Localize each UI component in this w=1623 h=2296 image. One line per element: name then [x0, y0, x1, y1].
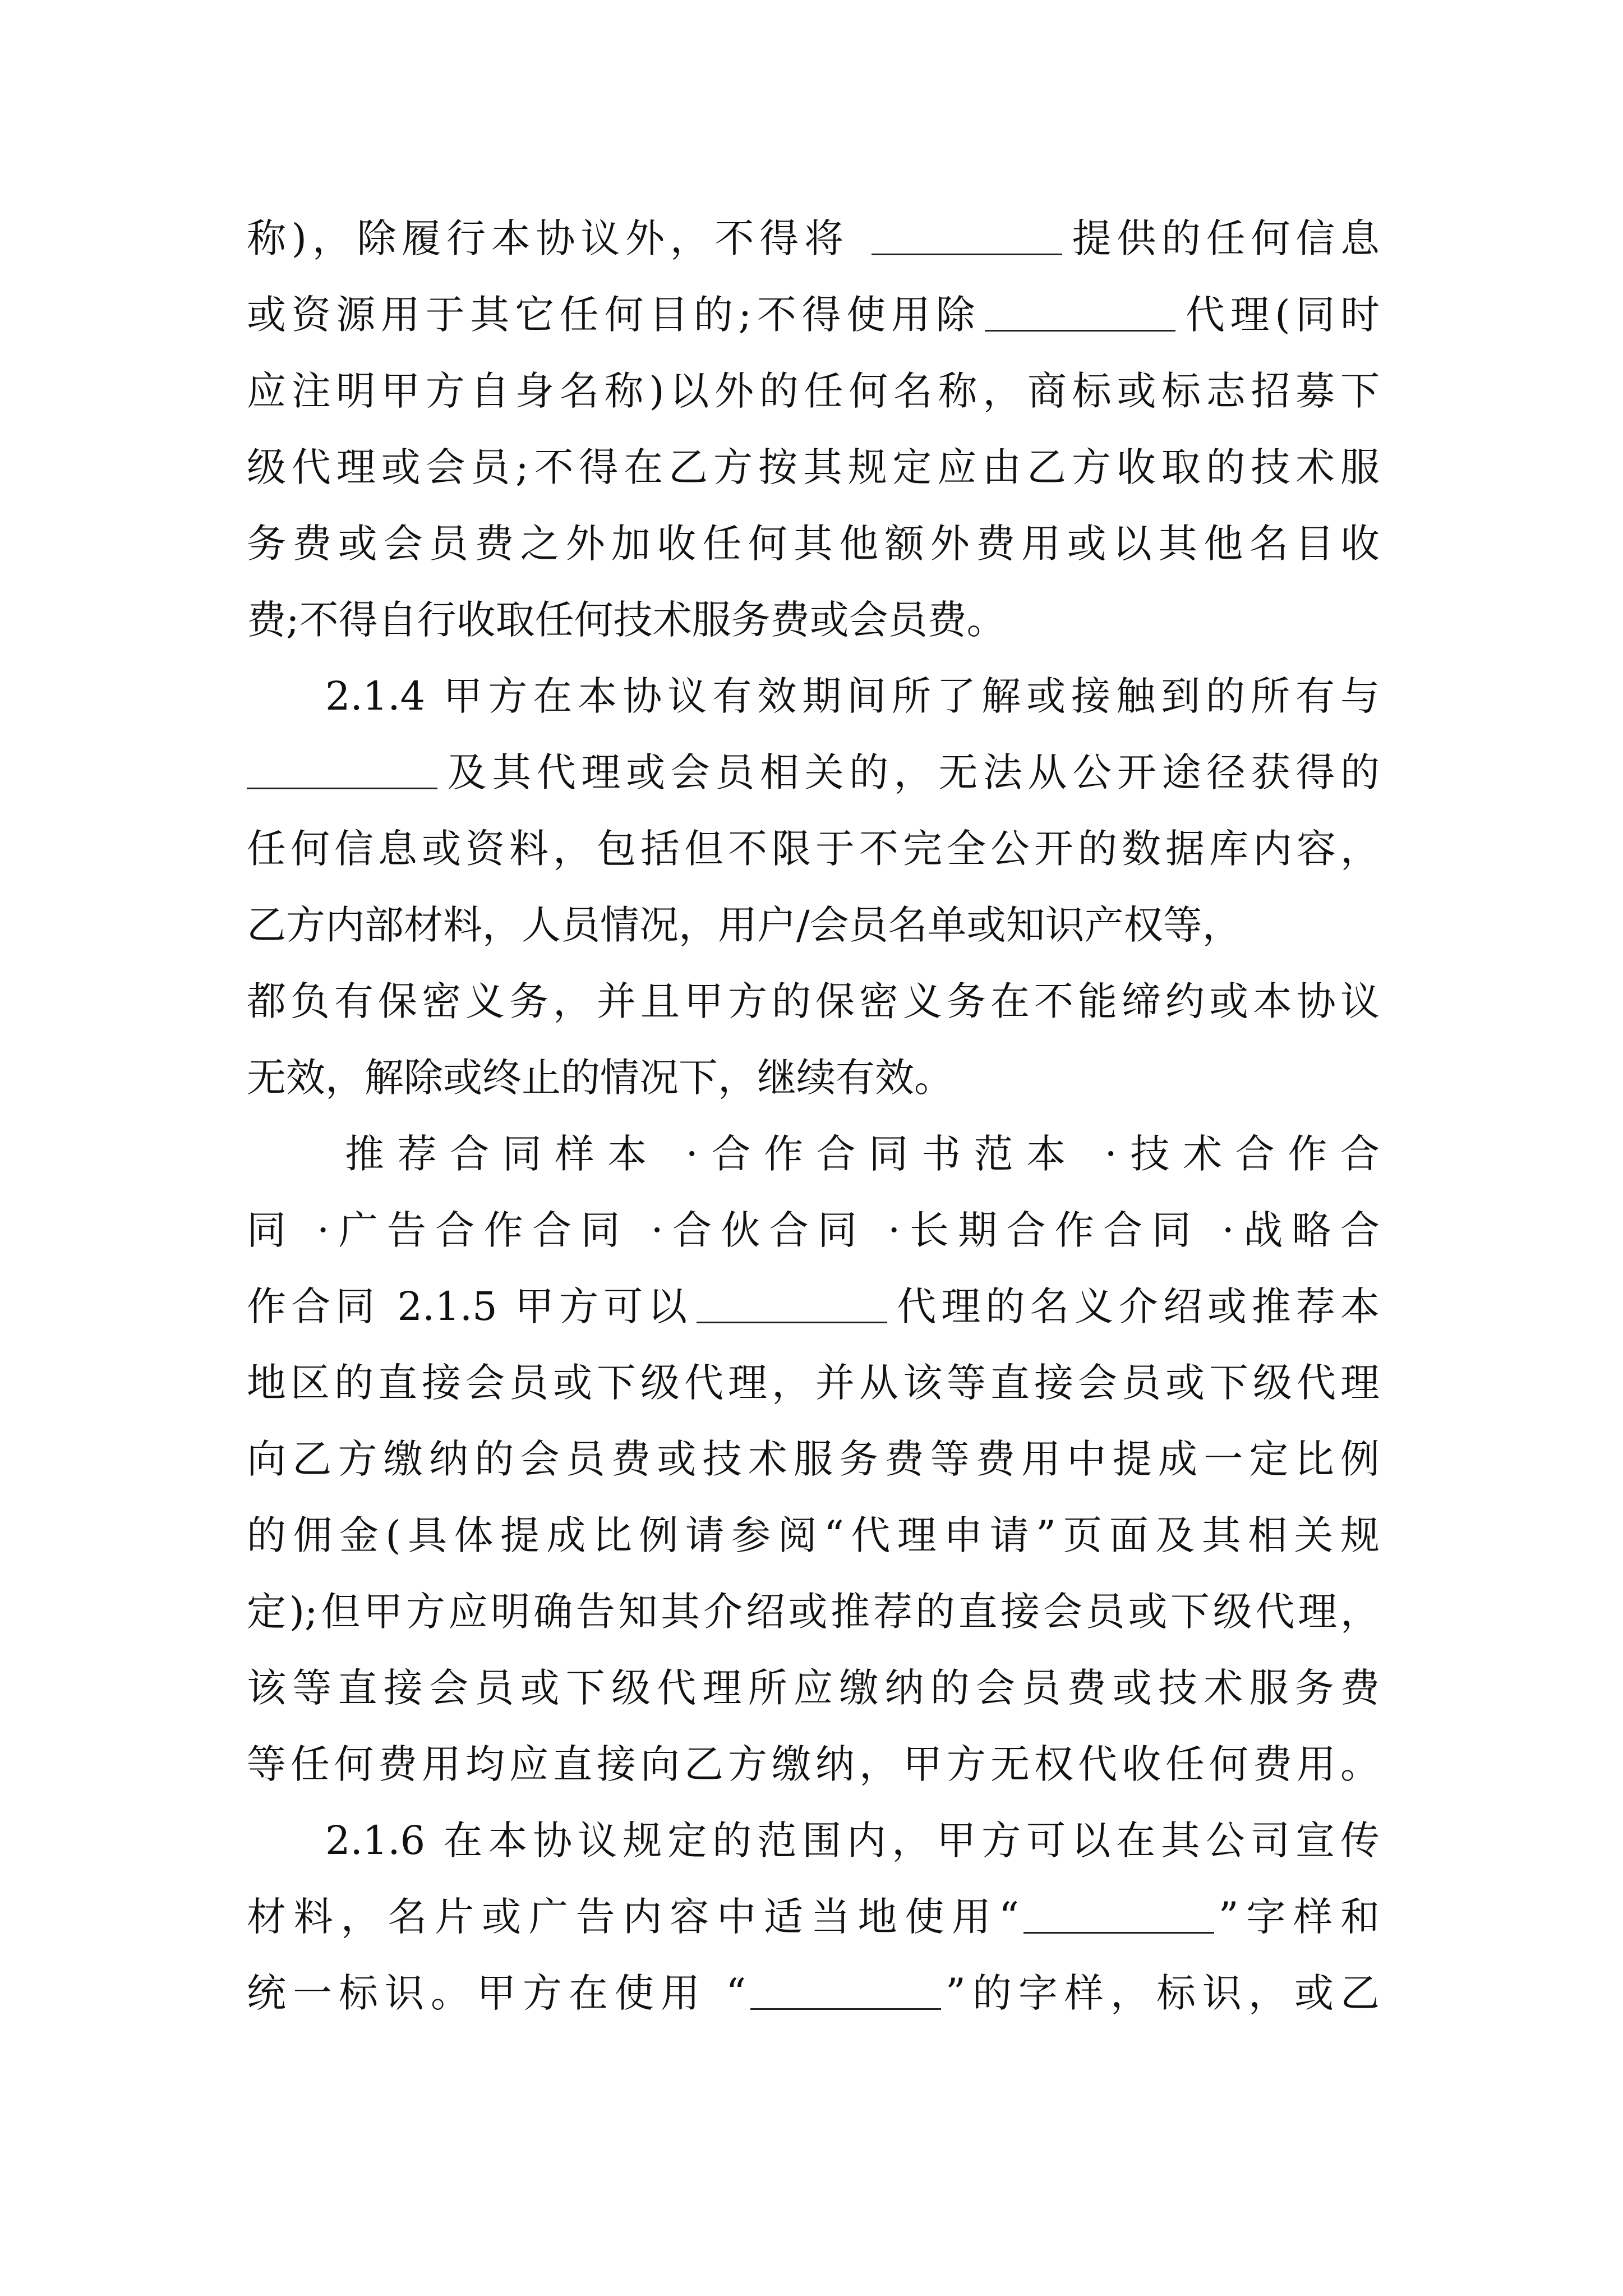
text-line-6: 费;不得自行收取任何技术服务费或会员费。 — [247, 597, 1006, 643]
text-line-10: 乙方内部材料，人员情况，用户/会员名单或知识产权等， — [247, 902, 1242, 948]
text-line-18: 的佣金(具体提成比例请参阅“代理申请”页面及其相关规 — [247, 1512, 1380, 1558]
text-line-17: 向乙方缴纳的会员费或技术服务费等费用中提成一定比例 — [247, 1436, 1380, 1482]
text-line-23: 材料，名片或广告内容中适当地使用“ ”字样和 — [247, 1894, 1380, 1940]
text-line-5: 务费或会员费之外加收任何其他额外费用或以其他名目收 — [247, 521, 1380, 567]
fill-in-blank — [985, 291, 1175, 332]
text-line-24: 统一标识。甲方在使用 “ ”的字样，标识，或乙 — [247, 1970, 1380, 2016]
clause-2-1-4-start: 2.1.4 甲方在本协议有效期间所了解或接触到的所有与 — [325, 673, 1380, 719]
fill-in-blank — [697, 1282, 887, 1323]
recommended-samples-line: 推荐合同样本 ·合作合同书范本 ·技术合作合 — [345, 1131, 1380, 1177]
text-line-19: 定);但甲方应明确告知其介绍或推荐的直接会员或下级代理， — [247, 1589, 1380, 1635]
text-line-12: 无效，解除或终止的情况下，继续有效。 — [247, 1055, 953, 1101]
text-line-16: 地区的直接会员或下级代理，并从该等直接会员或下级代理 — [247, 1360, 1380, 1406]
text-line-14: 同 ·广告合作合同 ·合伙合同 ·长期合作合同 ·战略合 — [247, 1207, 1380, 1253]
fill-in-blank — [1023, 1893, 1214, 1934]
fill-in-blank — [872, 214, 1062, 255]
text-line-3: 应注明甲方自身名称)以外的任何名称，商标或标志招募下 — [247, 368, 1380, 414]
text-line-2: 或资源用于其它任何目的;不得使用除 代理(同时 — [247, 292, 1380, 338]
text-line-1: 称)，除履行本协议外，不得将 提供的任何信息 — [247, 215, 1380, 261]
clause-2-1-5-start: 作合同 2.1.5 甲方可以 代理的名义介绍或推荐本 — [247, 1283, 1380, 1329]
text-line-21: 等任何费用均应直接向乙方缴纳，甲方无权代收任何费用。 — [247, 1741, 1380, 1787]
text-line-8: 及其代理或会员相关的，无法从公开途径获得的 — [247, 742, 1380, 803]
fill-in-blank — [247, 748, 437, 789]
text-line-9: 任何信息或资料，包括但不限于不完全公开的数据库内容， — [247, 826, 1380, 872]
text-line-11: 都负有保密义务，并且甲方的保密义务在不能缔约或本协议 — [247, 978, 1380, 1024]
fill-in-blank — [750, 1969, 941, 2010]
text-line-4: 级代理或会员;不得在乙方按其规定应由乙方收取的技术服 — [247, 444, 1380, 490]
clause-2-1-6-start: 2.1.6 在本协议规定的范围内，甲方可以在其公司宣传 — [325, 1818, 1380, 1864]
text-line-20: 该等直接会员或下级代理所应缴纳的会员费或技术服务费 — [247, 1665, 1380, 1711]
